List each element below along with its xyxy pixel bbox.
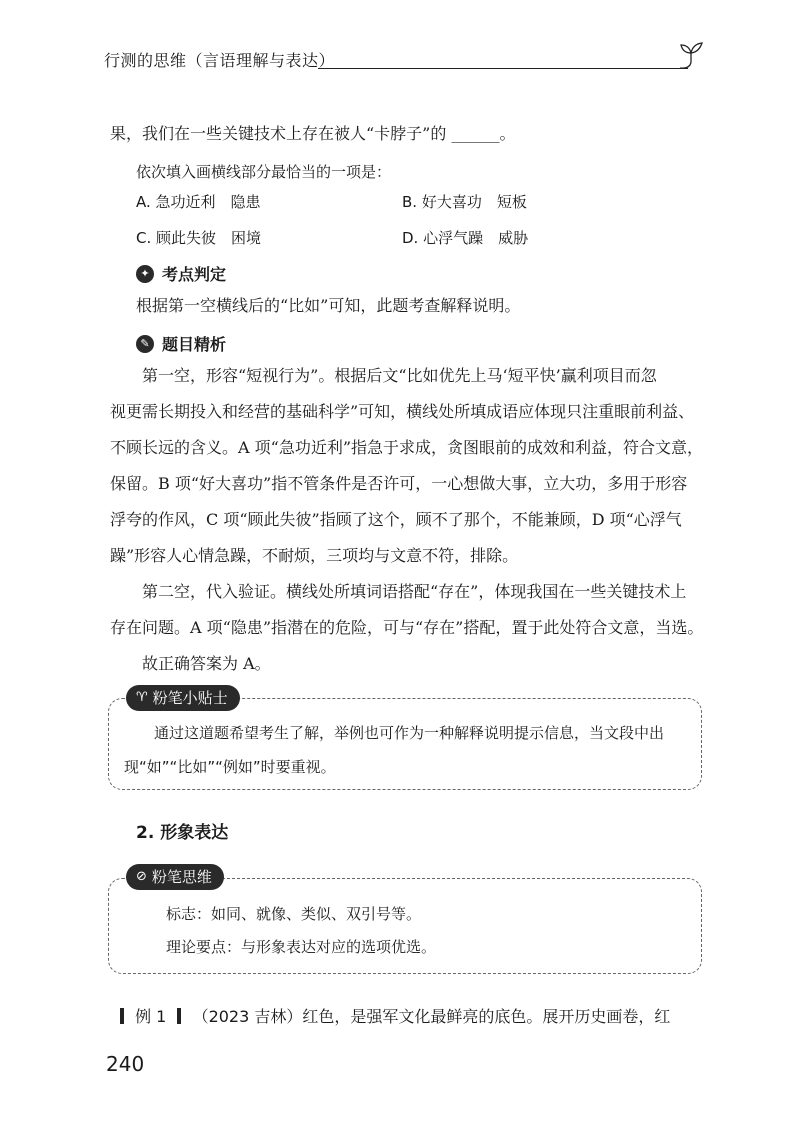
brain-icon: ⊘ <box>136 869 147 884</box>
example-bar-right <box>177 1008 181 1024</box>
analysis-line: 存在问题。A 项“隐患”指潜在的危险，可与“存在”搭配，置于此处符合文意，当选。 <box>110 618 704 637</box>
tip-line: 通过这道题希望考生了解，举例也可作为一种解释说明提示信息，当文段中出 <box>124 724 665 742</box>
tip-label-text: 粉笔小贴士 <box>152 689 228 707</box>
analysis-body <box>110 366 703 674</box>
thinking-label <box>126 864 224 890</box>
thinking-line: 理论要点：与形象表达对应的选项优选。 <box>166 938 437 956</box>
option-c: C. 顾此失彼 困境 <box>136 229 262 247</box>
option-a: A. 急功近利 隐患 <box>136 193 261 211</box>
jingxi-heading-label: 题目精析 <box>162 335 227 354</box>
kaodian-text: 根据第一空横线后的“比如”可知，此题考查解释说明。 <box>136 296 521 315</box>
header-rule <box>318 68 688 69</box>
example-text: （2023 吉林）红色，是强军文化最鲜亮的底色。展开历史画卷，红 <box>192 1007 671 1026</box>
question-text-tail: 果，我们在一些关键技术上存在被人“卡脖子”的 ______。 <box>110 124 516 143</box>
sprout-icon <box>676 40 706 74</box>
pen-icon: ✎ <box>136 335 154 353</box>
analysis-line: 第二空，代入验证。横线处所填词语搭配“存在”，体现我国在一些关键技术上 <box>110 582 687 601</box>
example-label: 例 1 <box>135 1007 167 1026</box>
tip-line: 现“如”“比如”“例如”时要重视。 <box>124 758 336 776</box>
thinking-label-text: 粉笔思维 <box>151 868 212 886</box>
tip-label <box>126 685 240 711</box>
analysis-line: 不顾长远的含义。A 项“急功近利”指急于求成，贪图眼前的成效和利益，符合文意， <box>110 438 704 457</box>
thinking-line: 标志：如同、就像、类似、双引号等。 <box>166 905 422 923</box>
analysis-line: 视更需长期投入和经营的基础科学”可知，横线处所填成语应体现只注重眼前利益、 <box>110 402 695 421</box>
analysis-line: 第一空，形容“短视行为”。根据后文“比如优先上马‘短平快’赢利项目而忽 <box>110 366 657 385</box>
example-bar-left <box>120 1008 124 1024</box>
analysis-line: 保留。B 项“好大喜功”指不管条件是否许可，一心想做大事，立大功，多用于形容 <box>110 474 688 493</box>
answer-line: 故正确答案为 A。 <box>110 654 271 673</box>
jingxi-heading <box>136 332 226 355</box>
section-heading: 2. 形象表达 <box>136 823 229 843</box>
analysis-line: 浮夸的作风，C 项“顾此失彼”指顾了这个，顾不了那个，不能兼顾，D 项“心浮气 <box>110 510 682 529</box>
running-header-title: 行测的思维（言语理解与表达） <box>104 51 336 70</box>
option-b: B. 好大喜功 短板 <box>402 193 527 211</box>
page-number: 240 <box>106 1052 145 1076</box>
example-line <box>120 1004 670 1027</box>
kaodian-heading <box>136 262 226 285</box>
sprout-small-icon: ♈ <box>136 690 148 705</box>
target-icon: ✦ <box>136 265 154 283</box>
option-d: D. 心浮气躁 威胁 <box>402 229 529 247</box>
thinking-box <box>108 878 702 974</box>
kaodian-heading-label: 考点判定 <box>162 265 227 284</box>
analysis-line: 躁”形容人心情急躁，不耐烦，三项均与文意不符，排除。 <box>110 546 519 565</box>
question-prompt: 依次填入画横线部分最恰当的一项是： <box>136 163 392 181</box>
